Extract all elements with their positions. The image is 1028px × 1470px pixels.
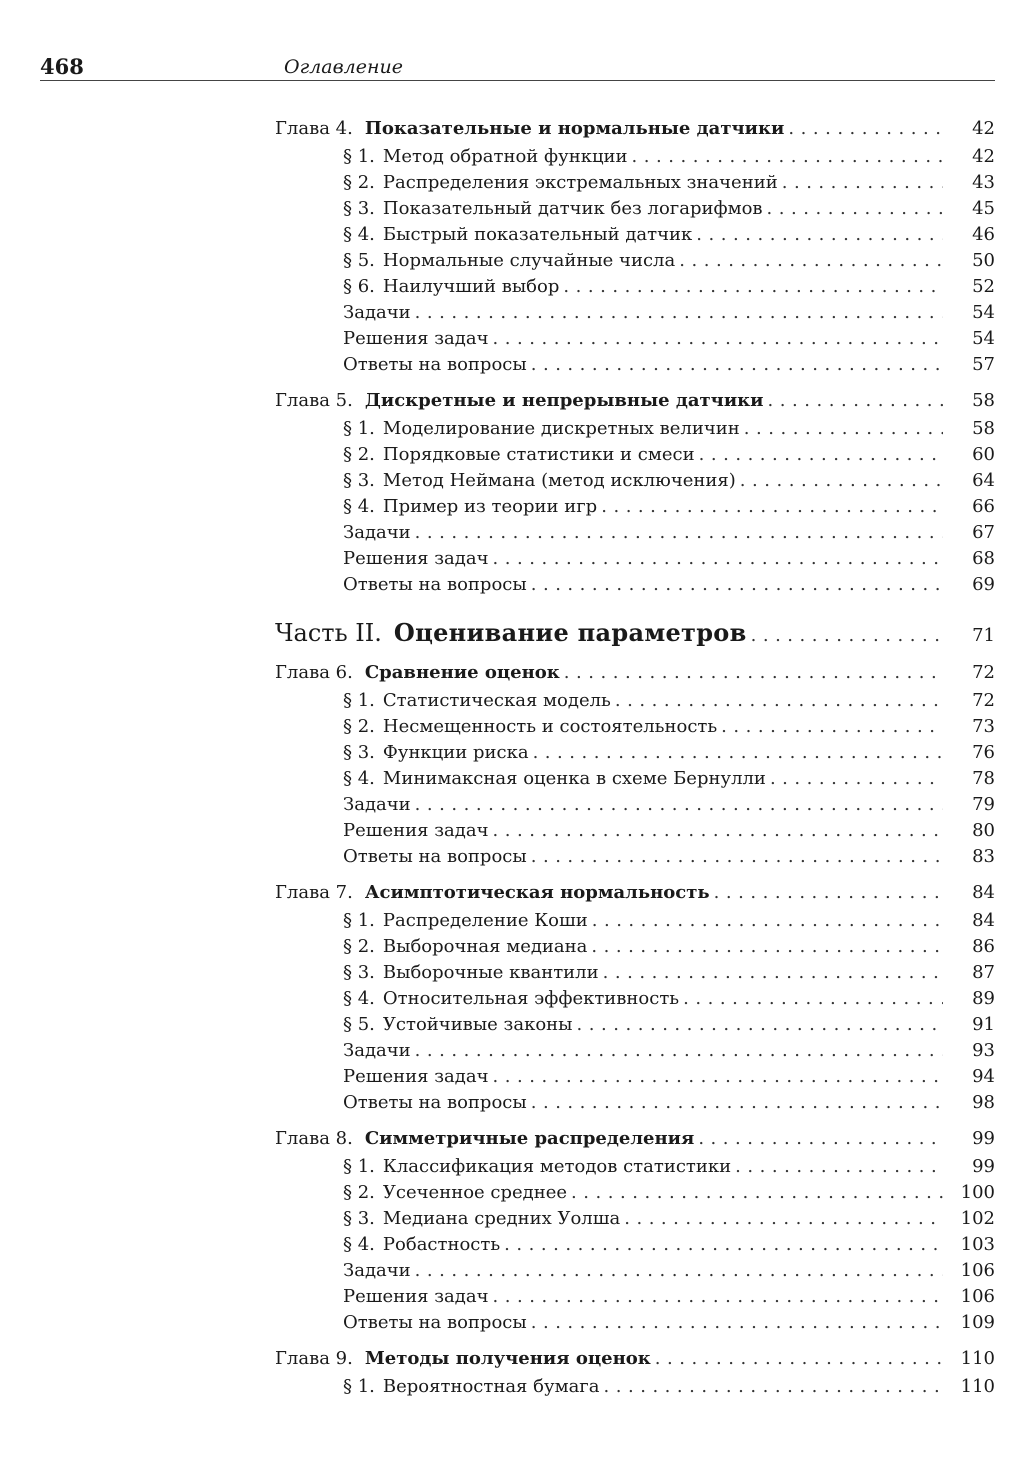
toc-entry-title: Статистическая модель — [382, 690, 611, 711]
toc-entry-number: § 4. — [343, 988, 375, 1009]
toc-entry-title: Порядковые статистики и смеси — [382, 444, 695, 465]
toc-entry-title: Классификация методов статистики — [382, 1156, 732, 1177]
toc-page-number: 87 — [972, 962, 995, 983]
dot-leader — [560, 660, 943, 686]
toc-page-number: 76 — [972, 742, 995, 763]
toc-entry — [275, 468, 995, 494]
toc-page-number: 43 — [972, 172, 995, 193]
dot-leader — [710, 880, 943, 906]
dot-leader — [527, 352, 943, 378]
toc-entry-title: Быстрый показательный датчик — [382, 224, 693, 245]
dot-leader — [411, 1258, 943, 1284]
toc-page-number: 73 — [972, 716, 995, 737]
toc-page-number: 58 — [972, 418, 995, 439]
toc-page-number: 110 — [960, 1348, 995, 1369]
toc-entry-title: Показательные и нормальные датчики — [364, 118, 785, 139]
toc-entry-title: Ответы на вопросы — [343, 846, 527, 867]
toc-entry-number: § 1. — [343, 1376, 375, 1397]
dot-leader — [489, 1064, 944, 1090]
toc-entry-title: Распределение Коши — [382, 910, 588, 931]
toc-entry-title: Метод обратной функции — [382, 146, 628, 167]
dot-leader — [763, 196, 943, 222]
toc-page-number: 72 — [972, 690, 995, 711]
toc-entry-title: Наилучший выбор — [382, 276, 560, 297]
toc-entry — [275, 908, 995, 934]
dot-leader — [766, 766, 943, 792]
toc-entry-number: § 2. — [343, 936, 375, 957]
dot-leader — [529, 740, 943, 766]
toc-entry-number: § 4. — [343, 496, 375, 517]
toc-entry-number: § 2. — [343, 172, 375, 193]
toc-entry-title: Задачи — [343, 1040, 411, 1061]
toc-page-number: 100 — [960, 1182, 995, 1203]
toc-entry-title: Относительная эффективность — [382, 988, 680, 1009]
dot-leader — [611, 688, 943, 714]
toc-entry — [275, 1232, 995, 1258]
dot-leader — [695, 442, 943, 468]
toc-entry — [275, 1284, 995, 1310]
toc-entry — [275, 1038, 995, 1064]
toc-entry-title: Моделирование дискретных величин — [382, 418, 740, 439]
toc-entry-number: § 1. — [343, 690, 375, 711]
toc-entry — [275, 1206, 995, 1232]
toc-entry — [275, 1064, 995, 1090]
page-header — [40, 54, 995, 81]
toc-page-number: 91 — [972, 1014, 995, 1035]
toc-entry — [275, 546, 995, 572]
toc-entry-number: § 1. — [343, 418, 375, 439]
dot-leader — [651, 1346, 943, 1372]
toc-entry — [275, 1090, 995, 1116]
toc-entry-number: § 3. — [343, 1208, 375, 1229]
toc-entry — [275, 740, 995, 766]
toc-page-number: 60 — [972, 444, 995, 465]
toc-entry-number: § 5. — [343, 250, 375, 271]
toc-page-number: 72 — [972, 662, 995, 683]
toc-entry-number: § 1. — [343, 146, 375, 167]
toc-page-number: 86 — [972, 936, 995, 957]
dot-leader — [527, 844, 943, 870]
toc-entry-title: Ответы на вопросы — [343, 1312, 527, 1333]
toc-entry-title: Минимаксная оценка в схеме Бернулли — [382, 768, 766, 789]
dot-leader — [736, 468, 943, 494]
toc-entry-title: Выборочная медиана — [382, 936, 588, 957]
toc-entry-title: Оценивание параметров — [393, 618, 747, 647]
toc-entry-number: § 3. — [343, 198, 375, 219]
dot-leader — [572, 1012, 943, 1038]
dot-leader — [740, 416, 943, 442]
dot-leader — [411, 300, 943, 326]
toc-page-number: 54 — [972, 328, 995, 349]
toc-entry-number: Часть II. — [275, 619, 382, 647]
toc-entry-title: Задачи — [343, 794, 411, 815]
toc-entry-title: Нормальные случайные числа — [382, 250, 676, 271]
toc-entry-number: § 4. — [343, 768, 375, 789]
dot-leader — [489, 546, 944, 572]
toc-entry — [275, 300, 995, 326]
toc-page-number: 45 — [972, 198, 995, 219]
toc-page-number: 66 — [972, 496, 995, 517]
dot-leader — [411, 520, 943, 546]
toc-page-number: 52 — [972, 276, 995, 297]
toc-chapter — [275, 116, 995, 144]
toc-page-number: 106 — [960, 1286, 995, 1307]
toc-page-number: 58 — [972, 390, 995, 411]
toc-entry — [275, 196, 995, 222]
dot-leader — [675, 248, 943, 274]
toc-entry-title: Симметричные распределения — [364, 1128, 695, 1149]
toc-page-number: 99 — [972, 1156, 995, 1177]
dot-leader — [567, 1180, 943, 1206]
toc-entry-title: Решения задач — [343, 328, 489, 349]
toc-entry-number: § 5. — [343, 1014, 375, 1035]
running-title: Оглавление — [284, 56, 404, 78]
toc-entry — [275, 520, 995, 546]
toc-entry-title: Асимптотическая нормальность — [364, 882, 710, 903]
toc-page-number: 98 — [972, 1092, 995, 1113]
dot-leader — [692, 222, 943, 248]
toc-entry — [275, 960, 995, 986]
toc-entry — [275, 714, 995, 740]
toc-entry-title: Функции риска — [382, 742, 529, 763]
dot-leader — [489, 818, 944, 844]
toc-entry — [275, 1012, 995, 1038]
dot-leader — [527, 1090, 943, 1116]
toc-entry-title: Усеченное среднее — [382, 1182, 568, 1203]
dot-leader — [599, 960, 943, 986]
dot-leader — [731, 1154, 943, 1180]
toc-entry-title: Ответы на вопросы — [343, 354, 527, 375]
toc-entry — [275, 766, 995, 792]
toc-part — [275, 616, 995, 650]
toc-entry-number: § 1. — [343, 1156, 375, 1177]
dot-leader — [694, 1126, 943, 1152]
toc-page-number: 103 — [960, 1234, 995, 1255]
toc-entry — [275, 494, 995, 520]
dot-leader — [527, 572, 943, 598]
toc-entry-title: Вероятностная бумага — [382, 1376, 600, 1397]
toc-page-number: 106 — [960, 1260, 995, 1281]
toc-page-number: 93 — [972, 1040, 995, 1061]
dot-leader — [559, 274, 943, 300]
toc-entry-title: Метод Неймана (метод исключения) — [382, 470, 736, 491]
toc-entry — [275, 442, 995, 468]
toc-entry-number: Глава 4. — [275, 118, 353, 139]
toc-entry-title: Несмещенность и состоятельность — [382, 716, 718, 737]
toc-chapter — [275, 388, 995, 416]
toc-entry — [275, 818, 995, 844]
toc-entry-number: § 3. — [343, 470, 375, 491]
toc-entry-title: Показательный датчик без логарифмов — [382, 198, 763, 219]
toc-entry — [275, 844, 995, 870]
toc-entry-title: Решения задач — [343, 1286, 489, 1307]
toc-entry-title: Методы получения оценок — [364, 1348, 651, 1369]
toc-page-number: 46 — [972, 224, 995, 245]
toc-page-number: 68 — [972, 548, 995, 569]
toc-entry-number: § 3. — [343, 962, 375, 983]
toc-page-number: 78 — [972, 768, 995, 789]
toc-entry-title: Ответы на вопросы — [343, 1092, 527, 1113]
dot-leader — [411, 1038, 943, 1064]
toc-entry — [275, 222, 995, 248]
toc-entry — [275, 572, 995, 598]
toc-entry-number: § 1. — [343, 910, 375, 931]
toc-page-number: 79 — [972, 794, 995, 815]
toc-entry — [275, 1180, 995, 1206]
toc-entry — [275, 170, 995, 196]
toc-page-number: 84 — [972, 882, 995, 903]
toc-entry-title: Решения задач — [343, 1066, 489, 1087]
dot-leader — [500, 1232, 943, 1258]
toc-entry — [275, 934, 995, 960]
toc-page-number: 83 — [972, 846, 995, 867]
toc-entry-title: Решения задач — [343, 548, 489, 569]
toc-page-number: 102 — [960, 1208, 995, 1229]
toc-entry — [275, 416, 995, 442]
toc-entry-title: Дискретные и непрерывные датчики — [364, 390, 764, 411]
toc-entry — [275, 352, 995, 378]
toc-page-number: 42 — [972, 146, 995, 167]
toc-page-number: 110 — [960, 1376, 995, 1397]
dot-leader — [628, 144, 943, 170]
toc-page-number: 99 — [972, 1128, 995, 1149]
toc-entry-number: § 4. — [343, 1234, 375, 1255]
table-of-contents — [275, 116, 995, 1400]
toc-entry-number: § 6. — [343, 276, 375, 297]
dot-leader — [778, 170, 943, 196]
toc-page-number: 54 — [972, 302, 995, 323]
toc-page-number: 89 — [972, 988, 995, 1009]
toc-page-number: 84 — [972, 910, 995, 931]
toc-entry-number: Глава 9. — [275, 1348, 353, 1369]
toc-entry — [275, 1374, 995, 1400]
toc-entry — [275, 274, 995, 300]
toc-page-number: 94 — [972, 1066, 995, 1087]
dot-leader — [588, 908, 943, 934]
toc-chapter — [275, 1126, 995, 1154]
dot-leader — [764, 388, 943, 414]
toc-entry-title: Решения задач — [343, 820, 489, 841]
toc-entry-title: Задачи — [343, 1260, 411, 1281]
toc-chapter — [275, 880, 995, 908]
toc-entry — [275, 792, 995, 818]
toc-entry-title: Сравнение оценок — [364, 662, 560, 683]
toc-page-number: 109 — [960, 1312, 995, 1333]
toc-page-number: 67 — [972, 522, 995, 543]
toc-page-number: 42 — [972, 118, 995, 139]
toc-entry — [275, 1310, 995, 1336]
dot-leader — [747, 619, 943, 653]
toc-chapter — [275, 1346, 995, 1374]
toc-page-number: 64 — [972, 470, 995, 491]
toc-entry — [275, 144, 995, 170]
dot-leader — [597, 494, 943, 520]
dot-leader — [599, 1374, 943, 1400]
toc-entry-title: Выборочные квантили — [382, 962, 599, 983]
toc-entry-number: Глава 6. — [275, 662, 353, 683]
toc-entry-title: Устойчивые законы — [382, 1014, 573, 1035]
toc-entry-number: § 3. — [343, 742, 375, 763]
toc-entry-number: § 2. — [343, 444, 375, 465]
dot-leader — [679, 986, 943, 1012]
dot-leader — [489, 1284, 944, 1310]
toc-entry-title: Распределения экстремальных значений — [382, 172, 778, 193]
toc-entry-title: Пример из теории игр — [382, 496, 598, 517]
toc-entry — [275, 688, 995, 714]
toc-page-number: 57 — [972, 354, 995, 375]
toc-entry-number: Глава 5. — [275, 390, 353, 411]
toc-entry-title: Ответы на вопросы — [343, 574, 527, 595]
toc-entry-number: Глава 7. — [275, 882, 353, 903]
dot-leader — [717, 714, 943, 740]
toc-page-number: 69 — [972, 574, 995, 595]
dot-leader — [620, 1206, 943, 1232]
toc-entry — [275, 248, 995, 274]
toc-entry-number: § 4. — [343, 224, 375, 245]
dot-leader — [411, 792, 943, 818]
toc-page-number: 80 — [972, 820, 995, 841]
dot-leader — [587, 934, 943, 960]
toc-entry — [275, 986, 995, 1012]
page-number: 468 — [40, 54, 84, 79]
toc-page-number: 50 — [972, 250, 995, 271]
toc-entry-number: § 2. — [343, 1182, 375, 1203]
toc-chapter — [275, 660, 995, 688]
toc-entry — [275, 1258, 995, 1284]
toc-entry — [275, 326, 995, 352]
toc-entry-number: Глава 8. — [275, 1128, 353, 1149]
toc-page-number: 71 — [972, 625, 995, 646]
toc-entry-number: § 2. — [343, 716, 375, 737]
toc-entry-title: Медиана средних Уолша — [382, 1208, 621, 1229]
dot-leader — [489, 326, 944, 352]
toc-entry-title: Задачи — [343, 522, 411, 543]
toc-entry-title: Задачи — [343, 302, 411, 323]
dot-leader — [527, 1310, 943, 1336]
toc-entry — [275, 1154, 995, 1180]
toc-entry-title: Робастность — [382, 1234, 501, 1255]
dot-leader — [784, 116, 943, 142]
